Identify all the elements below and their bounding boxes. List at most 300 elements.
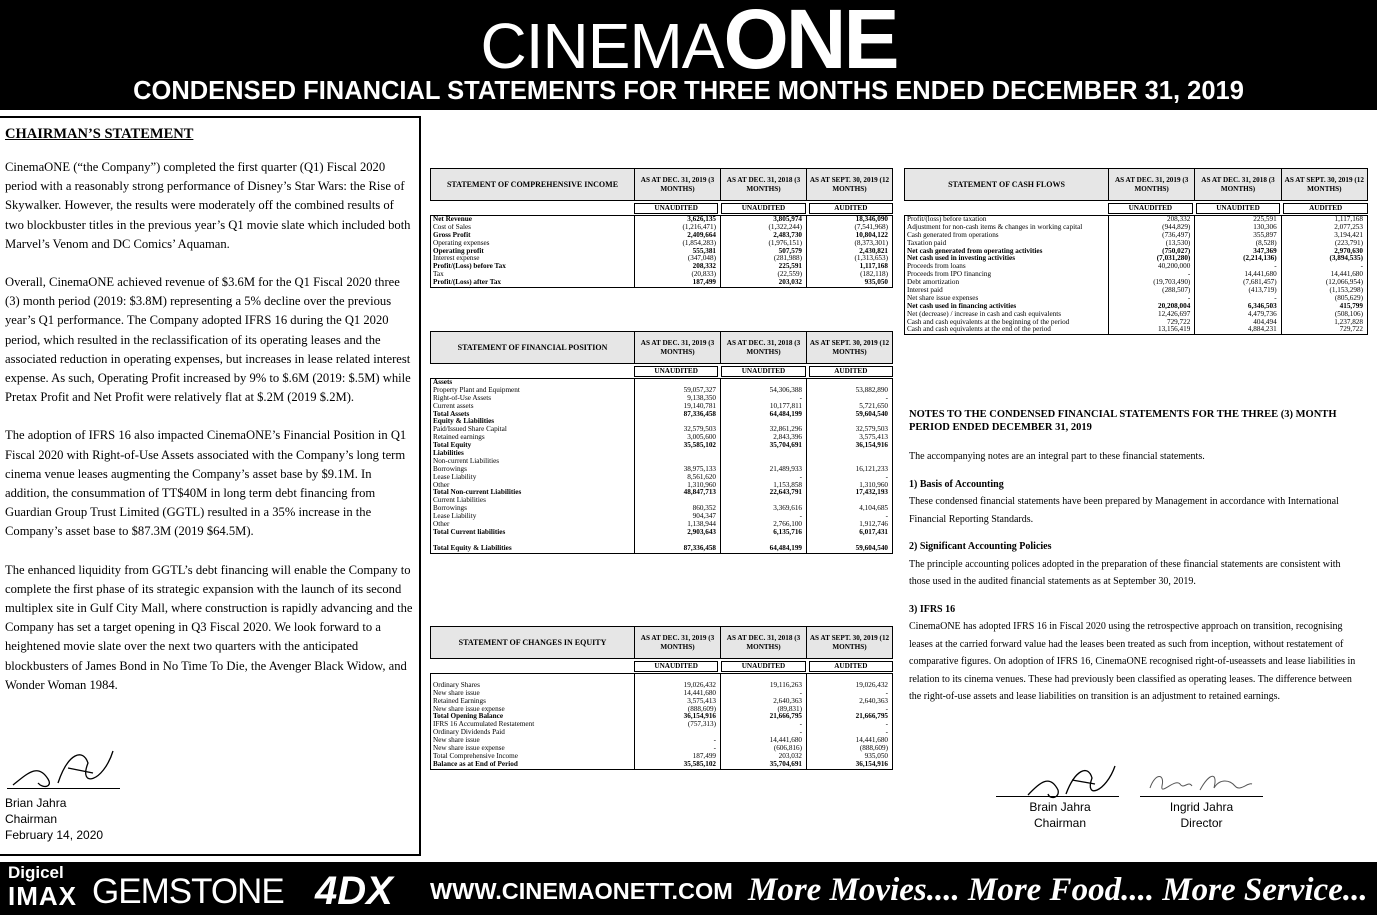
row-label: Ordinary Shares <box>431 682 635 690</box>
row-value: 35,585,102 <box>635 442 721 450</box>
chairman-title: Chairman <box>5 812 58 826</box>
row-value: 2,409,664 <box>635 232 721 240</box>
table-row <box>431 395 892 403</box>
table-title: STATEMENT OF CHANGES IN EQUITY <box>431 627 635 658</box>
row-label: Retained earnings <box>431 434 635 442</box>
signature-line-2 <box>1140 796 1263 797</box>
row-label: Net cash used in investing activities <box>905 255 1109 263</box>
row-label: Right-of-Use Assets <box>431 395 635 403</box>
table-row <box>431 248 892 256</box>
audit-status: UNAUDITED <box>634 661 718 672</box>
row-label: Debt amortization <box>905 279 1109 287</box>
row-value: 2,640,363 <box>859 696 888 705</box>
row-value: - <box>721 721 807 729</box>
table-row <box>905 287 1367 295</box>
row-value: 3,369,616 <box>721 505 807 513</box>
row-label: Other <box>431 521 635 529</box>
row-value: (736,497) <box>1109 232 1195 240</box>
table-row <box>431 379 892 387</box>
row-value: 2,640,363 <box>721 698 807 706</box>
row-value: 14,441,680 <box>1330 270 1363 279</box>
table-row <box>431 411 892 419</box>
row-value: 935,050 <box>864 751 888 760</box>
row-label: Adjustment for non-cash items & changes in working capital <box>905 224 1109 232</box>
table-row <box>431 271 892 279</box>
row-value: 19,140,781 <box>635 403 721 411</box>
note-2-text: The principle accounting polices adopted in the preparation of these financial statements are consistent with those used in the audited financial statements as at September 30, 2019. <box>909 558 1341 587</box>
column-header: AS AT DEC. 31, 2018 (3 MONTHS) <box>721 332 807 363</box>
column-header: AS AT SEPT. 30, 2019 (12 MONTHS) <box>809 633 890 651</box>
row-value: 729,722 <box>1339 325 1363 334</box>
row-value: - <box>885 704 888 713</box>
signatory-1-title: Chairman <box>1033 816 1087 830</box>
row-label: Property Plant and Equipment <box>431 387 635 395</box>
audit-status: UNAUDITED <box>634 203 718 214</box>
row-value: 36,154,916 <box>855 759 888 768</box>
row-label: Cost of Sales <box>431 224 635 232</box>
gemstone-logo: GEMSTONE <box>92 872 284 911</box>
website-link[interactable]: WWW.CINEMAONETT.COM <box>430 878 733 904</box>
row-value: - <box>885 720 888 729</box>
row-label: Cash and cash equivalents at the end of the period <box>905 326 1109 334</box>
audit-status: UNAUDITED <box>721 661 805 672</box>
audit-status: UNAUDITED <box>1108 203 1193 214</box>
row-value: 8,561,620 <box>635 474 721 482</box>
signature-line-1 <box>996 796 1119 797</box>
table-row <box>431 466 892 474</box>
chairman-heading: CHAIRMAN’S STATEMENT <box>5 126 194 142</box>
table-row <box>431 753 892 761</box>
row-value: (1,153,298) <box>1329 286 1363 295</box>
row-value: 14,441,680 <box>721 737 807 745</box>
row-label: Borrowings <box>431 466 635 474</box>
row-label: Net Revenue <box>431 216 635 224</box>
row-label: Operating expenses <box>431 240 635 248</box>
table-row <box>431 513 892 521</box>
row-label <box>431 537 635 545</box>
table-row <box>431 521 892 529</box>
column-header: AS AT DEC. 31, 2019 (3 MONTHS) <box>635 332 721 363</box>
note-2-heading: 2) Significant Accounting Policies <box>909 541 1052 552</box>
row-value: (2,214,136) <box>1195 255 1281 263</box>
column-header: AS AT DEC. 31, 2018 (3 MONTHS) <box>721 627 807 658</box>
row-value: 1,912,746 <box>859 520 888 529</box>
table-row <box>905 248 1367 256</box>
table-row <box>431 426 892 434</box>
signatory-1 <box>996 799 1124 831</box>
table-row <box>431 442 892 450</box>
table-row <box>431 761 892 769</box>
row-value: 5,721,650 <box>859 401 888 410</box>
row-value: (182,118) <box>860 270 888 279</box>
table-row <box>905 255 1367 263</box>
row-value: 1,153,858 <box>721 482 807 490</box>
column-header: AS AT DEC. 31, 2018 (3 MONTHS) <box>721 169 807 200</box>
signatory-1-name: Brain Jahra <box>1029 800 1091 814</box>
row-value: 16,121,233 <box>855 464 888 473</box>
row-value: (8,373,301) <box>854 238 888 247</box>
chairman-statement <box>0 116 421 856</box>
row-value: 10,804,122 <box>855 230 888 239</box>
row-label: New share issue expense <box>431 745 635 753</box>
row-value: 40,200,000 <box>1109 263 1195 271</box>
row-value: 2,843,396 <box>721 434 807 442</box>
row-value: 203,032 <box>721 753 807 761</box>
table-row <box>905 216 1367 224</box>
row-value: 3,626,135 <box>635 216 721 224</box>
table-header <box>904 168 1368 201</box>
notes-section <box>909 408 1364 706</box>
row-label: Total Comprehensive Income <box>431 753 635 761</box>
chairman-paragraph-1: CinemaONE (“the Company”) completed the first quarter (Q1) Fiscal 2020 period with a reasonably strong performance of Disney’s Star Wars: the Rise of Skywalker. However, the results were moderately off the combined results of two blockbuster titles in the previous year’s Q1 movie slate which included both Marvel’s Venom and DC Comics’ Aquaman. <box>5 160 411 251</box>
row-value: - <box>885 512 888 521</box>
row-value: 187,499 <box>635 279 721 287</box>
table-row <box>431 537 892 545</box>
row-value: 347,369 <box>1195 248 1281 256</box>
row-value: (347,048) <box>635 255 721 263</box>
row-value: 6,017,431 <box>859 527 888 536</box>
row-value: 22,643,791 <box>721 489 807 497</box>
row-value: 36,154,916 <box>855 441 888 450</box>
table-row <box>431 482 892 490</box>
row-value: 1,310,960 <box>859 480 888 489</box>
row-value: 2,483,730 <box>721 232 807 240</box>
signatory-2 <box>1140 799 1263 831</box>
row-label: Profit/(loss) before taxation <box>905 216 1109 224</box>
chairman-signature-icon <box>8 743 128 793</box>
row-value: (281,988) <box>721 255 807 263</box>
row-label: Cash and cash equivalents at the beginning of the period <box>905 319 1109 327</box>
notes-title: NOTES TO THE CONDENSED FINANCIAL STATEMENTS FOR THE THREE (3) MONTH PERIOD ENDED DECEMBER 31, 2019 <box>909 409 1337 433</box>
chairman-name: Brian Jahra <box>5 796 67 810</box>
document-title: CONDENSED FINANCIAL STATEMENTS FOR THREE MONTHS ENDED DECEMBER 31, 2019 <box>133 77 1244 105</box>
note-3-text: CinemaONE has adopted IFRS 16 in Fiscal 2020 using the retrospective approach on transition, recognising leases at the carried forward value had the leases been treated as such from inception, without restatement of comparative figures. On adoption of IFRS 16, CinemaONE recognised right-of-useassets and lease liabilities in relation to its cinema venues. These had previously been classified as operating leases. The difference between the right-of-use assets and lease liabilities on transition is an adjustment to retained earnings. <box>909 621 1356 702</box>
row-label: Gross Profit <box>431 232 635 240</box>
table-row <box>905 263 1367 271</box>
financial-position-table <box>430 331 893 554</box>
row-value: (13,530) <box>1109 240 1195 248</box>
note-1-heading: 1) Basis of Accounting <box>909 478 1004 490</box>
row-label: Total Non-current Liabilities <box>431 489 635 497</box>
audit-status: AUDITED <box>809 661 893 672</box>
row-value: 59,604,540 <box>855 409 888 418</box>
row-value: 87,336,458 <box>635 545 721 553</box>
row-value: (1,976,151) <box>721 240 807 248</box>
row-label: Lease Liability <box>431 474 635 482</box>
row-value: 904,347 <box>635 513 721 521</box>
row-label: Net cash used in financing activities <box>905 303 1109 311</box>
row-value: 64,484,199 <box>721 545 807 553</box>
table-title: STATEMENT OF CASH FLOWS <box>905 169 1109 200</box>
column-header: AS AT SEPT. 30, 2019 (12 MONTHS) <box>809 175 890 193</box>
row-value: 21,666,795 <box>855 712 888 721</box>
table-row <box>431 505 892 513</box>
row-value: 860,352 <box>635 505 721 513</box>
cinemaone-logo: CINEMAONE <box>480 0 897 86</box>
table-title: STATEMENT OF FINANCIAL POSITION <box>431 332 635 363</box>
row-label: Other <box>431 482 635 490</box>
table-row <box>431 450 892 458</box>
row-value: 555,381 <box>635 248 721 256</box>
row-label: New share issue expense <box>431 706 635 714</box>
row-value: 2,430,821 <box>859 246 888 255</box>
row-value: 19,116,263 <box>721 682 807 690</box>
row-value: - <box>1109 271 1195 279</box>
table-row <box>905 240 1367 248</box>
row-value: 1,117,168 <box>1334 215 1363 223</box>
row-value: 225,591 <box>1195 216 1281 224</box>
row-label: Interest expense <box>431 255 635 263</box>
row-value: 415,799 <box>1339 301 1363 310</box>
row-label: Liabilities <box>431 450 635 458</box>
table-header <box>430 168 893 201</box>
note-1-text: These condensed financial statements have been prepared by Management in accordance with International Financial Reporting Standards. <box>909 496 1339 525</box>
row-value: (7,541,968) <box>854 222 888 231</box>
chairman-paragraph-3: The adoption of IFRS 16 also impacted CinemaONE’s Financial Position in Q1 Fiscal 2020 with Right-of-Use Assets associated with the Company’s long term cinema venue leases augmenting the Company’s asset base by $9.1M. In addition, the consummation of TT$40M in long term debt financing from Guardian Group Trust Limited (GGTL) resulted in a 35% increase in the Company’s asset base to $87.3M (2019 $64.5M). <box>5 428 407 539</box>
row-label: Total Current liabilities <box>431 529 635 537</box>
row-value: 208,332 <box>635 263 721 271</box>
4dx-logo: 4DX <box>315 869 393 913</box>
row-value: 48,847,713 <box>635 489 721 497</box>
row-value: (1,854,283) <box>635 240 721 248</box>
row-value: - <box>1360 262 1363 271</box>
signatory-2-title: Director <box>1180 816 1223 830</box>
audit-status: AUDITED <box>809 366 893 377</box>
row-value: 3,805,974 <box>721 216 807 224</box>
changes-in-equity-table <box>430 626 893 770</box>
row-value <box>635 450 721 458</box>
row-label: Equity & Liabilities <box>431 418 635 426</box>
table-row <box>905 295 1367 303</box>
row-label: Proceeds from loans <box>905 263 1109 271</box>
table-row <box>431 706 892 714</box>
chairman-date: February 14, 2020 <box>5 828 104 842</box>
row-value: 3,575,413 <box>859 433 888 442</box>
row-value: (20,833) <box>635 271 721 279</box>
table-row <box>431 729 892 737</box>
table-row <box>431 690 892 698</box>
row-value: (12,066,954) <box>1325 278 1363 287</box>
row-value: (22,559) <box>721 271 807 279</box>
row-value: 6,135,716 <box>721 529 807 537</box>
table-row <box>431 263 892 271</box>
row-label: Interest paid <box>905 287 1109 295</box>
row-label: Cash generated from operations <box>905 232 1109 240</box>
slogan: More Movies.... More Food.... More Service... <box>748 872 1368 908</box>
row-value: 4,884,231 <box>1195 326 1281 334</box>
table-row <box>431 682 892 690</box>
row-label: Net (decrease) / increase in cash and cash equivalents <box>905 311 1109 319</box>
row-label: Net share issue expenses <box>905 295 1109 303</box>
row-value: 507,579 <box>721 248 807 256</box>
row-value: (1,216,471) <box>635 224 721 232</box>
row-value: 2,077,253 <box>1334 222 1363 231</box>
row-value: (223,791) <box>1334 238 1363 247</box>
row-value <box>635 729 721 737</box>
row-value: - <box>635 745 721 753</box>
row-label: Balance as at End of Period <box>431 761 635 769</box>
row-value: 14,441,680 <box>855 736 888 745</box>
row-label: Retained Earnings <box>431 698 635 706</box>
table-header <box>430 331 893 364</box>
row-label: Operating profit <box>431 248 635 256</box>
row-label: Lease Liability <box>431 513 635 521</box>
table-row <box>431 216 892 224</box>
row-value: (89,831) <box>721 706 807 714</box>
table-row <box>431 489 892 497</box>
row-value: - <box>721 513 807 521</box>
row-value: - <box>1195 295 1281 303</box>
row-label: Paid/Issued Share Capital <box>431 426 635 434</box>
row-value: 13,156,419 <box>1109 326 1195 334</box>
row-value: 10,177,811 <box>721 403 807 411</box>
table-row <box>431 674 892 682</box>
table-row <box>431 403 892 411</box>
row-value: 87,336,458 <box>635 411 721 419</box>
row-value: - <box>1109 295 1195 303</box>
table-title: STATEMENT OF COMPREHENSIVE INCOME <box>431 169 635 200</box>
row-value: - <box>885 688 888 697</box>
audit-status: UNAUDITED <box>721 203 805 214</box>
row-value: - <box>885 728 888 737</box>
row-value: (1,313,653) <box>854 254 888 263</box>
row-value: 20,208,004 <box>1109 303 1195 311</box>
table-row <box>431 721 892 729</box>
row-value: (606,816) <box>721 745 807 753</box>
page-footer <box>0 862 1377 915</box>
row-value: 3,005,600 <box>635 434 721 442</box>
table-row <box>431 458 892 466</box>
table-row <box>431 737 892 745</box>
row-value: - <box>885 393 888 402</box>
page-header <box>0 0 1377 110</box>
table-row <box>431 745 892 753</box>
row-value: 1,310,960 <box>635 482 721 490</box>
row-value: 9,138,350 <box>635 395 721 403</box>
table-row <box>431 497 892 505</box>
row-value <box>721 450 807 458</box>
note-3-heading: 3) IFRS 16 <box>909 603 956 615</box>
row-label: Profit/(Loss) after Tax <box>431 279 635 287</box>
row-value: (413,719) <box>1195 287 1281 295</box>
row-value: (1,322,244) <box>721 224 807 232</box>
table-row <box>905 271 1367 279</box>
row-value: 32,861,296 <box>721 426 807 434</box>
row-value: 1,117,168 <box>859 262 888 271</box>
row-value: 208,332 <box>1109 216 1195 224</box>
row-label: New share issue <box>431 737 635 745</box>
column-header: AS AT DEC. 31, 2019 (3 MONTHS) <box>635 627 721 658</box>
table-row <box>905 224 1367 232</box>
row-value: 935,050 <box>864 278 888 287</box>
table-header <box>430 626 893 659</box>
row-value: (288,507) <box>1109 287 1195 295</box>
column-header: AS AT DEC. 31, 2018 (3 MONTHS) <box>1195 169 1281 200</box>
row-value: 6,346,503 <box>1195 303 1281 311</box>
table-row <box>431 279 892 287</box>
row-value: 187,499 <box>635 753 721 761</box>
row-value: 130,306 <box>1195 224 1281 232</box>
audit-status: AUDITED <box>809 203 893 214</box>
row-value: (8,528) <box>1195 240 1281 248</box>
row-value: 36,154,916 <box>635 713 721 721</box>
table-row <box>431 240 892 248</box>
table-row <box>431 387 892 395</box>
row-value: 53,882,890 <box>855 385 888 394</box>
row-value: 2,903,643 <box>635 529 721 537</box>
row-value: (944,829) <box>1109 224 1195 232</box>
row-value: 35,585,102 <box>635 761 721 769</box>
table-row <box>431 255 892 263</box>
comprehensive-income-table <box>430 168 893 288</box>
row-label: Assets <box>431 379 635 387</box>
row-value: 729,722 <box>1109 319 1195 327</box>
row-value: - <box>1195 263 1281 271</box>
row-value: 21,666,795 <box>721 713 807 721</box>
row-value: 355,897 <box>1195 232 1281 240</box>
row-label: Current Liabilities <box>431 497 635 505</box>
table-row <box>431 698 892 706</box>
table-row <box>431 474 892 482</box>
row-value: (19,703,490) <box>1109 279 1195 287</box>
audit-status: AUDITED <box>1283 203 1368 214</box>
table-row <box>431 713 892 721</box>
column-header: AS AT SEPT. 30, 2019 (12 MONTHS) <box>809 338 890 356</box>
row-label: Net cash generated from operating activities <box>905 248 1109 256</box>
row-value: 18,346,090 <box>855 215 888 223</box>
row-value: 203,032 <box>721 279 807 287</box>
table-row <box>905 326 1367 334</box>
table-row <box>905 303 1367 311</box>
row-value: 14,441,680 <box>1195 271 1281 279</box>
row-label: Taxation paid <box>905 240 1109 248</box>
row-label: IFRS 16 Accumulated Restatement <box>431 721 635 729</box>
chairman-signature-line <box>7 788 120 789</box>
row-label: Profit/(Loss) before Tax <box>431 263 635 271</box>
row-value: - <box>721 729 807 737</box>
row-label: Total Opening Balance <box>431 713 635 721</box>
row-value: 14,441,680 <box>635 690 721 698</box>
row-value: 21,489,933 <box>721 466 807 474</box>
audit-status: UNAUDITED <box>721 366 805 377</box>
row-label: Total Equity <box>431 442 635 450</box>
row-value: 32,579,503 <box>635 426 721 434</box>
row-label: Borrowings <box>431 505 635 513</box>
table-row <box>431 232 892 240</box>
notes-intro: The accompanying notes are an integral part to these financial statements. <box>909 451 1205 462</box>
cash-flows-table <box>904 168 1368 335</box>
audit-status: UNAUDITED <box>1196 203 1281 214</box>
row-value: 35,704,691 <box>721 442 807 450</box>
row-label <box>431 674 635 682</box>
row-value: (888,609) <box>635 706 721 714</box>
row-value: (7,681,457) <box>1195 279 1281 287</box>
row-value: 17,432,193 <box>855 488 888 497</box>
row-value: (3,894,535) <box>1329 254 1363 263</box>
table-row <box>431 418 892 426</box>
row-value: 35,704,691 <box>721 761 807 769</box>
table-row <box>905 279 1367 287</box>
row-value: 32,579,503 <box>855 425 888 434</box>
row-value: 225,591 <box>721 263 807 271</box>
table-row <box>431 545 892 553</box>
row-label: Total Equity & Liabilities <box>431 545 635 553</box>
row-value: (805,629) <box>1334 293 1363 302</box>
row-value: (757,313) <box>635 721 721 729</box>
row-value: 4,479,736 <box>1195 311 1281 319</box>
row-label: Non-current Liabilities <box>431 458 635 466</box>
row-value: 19,026,432 <box>635 682 721 690</box>
